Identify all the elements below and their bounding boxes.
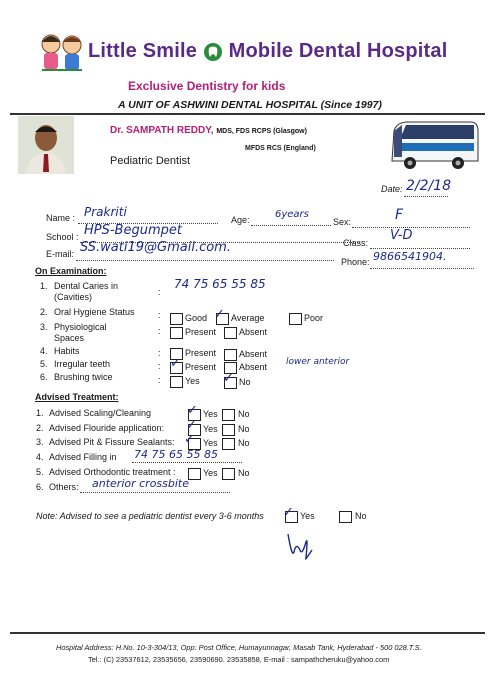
filling-line bbox=[132, 462, 242, 463]
advised-label-2: Advised Flouride application: bbox=[49, 423, 165, 433]
ortho-no-checkbox[interactable] bbox=[222, 468, 235, 480]
school-value[interactable]: HPS-Begumpet bbox=[84, 223, 182, 238]
age-line bbox=[251, 225, 331, 226]
name-value[interactable]: Prakriti bbox=[84, 205, 127, 219]
unit-line: A UNIT OF ASHWINI DENTAL HOSPITAL (Since 1997) bbox=[118, 99, 382, 111]
flouride-no-checkbox[interactable] bbox=[222, 424, 235, 436]
exam-colon-5: : bbox=[158, 361, 161, 371]
phone-line bbox=[370, 268, 474, 269]
exam-label-3b: Spaces bbox=[54, 333, 85, 343]
exam-label-1a: Dental Caries in bbox=[54, 281, 119, 291]
exam-num-4: 4. bbox=[40, 346, 48, 356]
sealants-yes-label: Yes bbox=[203, 438, 218, 448]
hygiene-average-label: Average bbox=[231, 313, 265, 323]
exam-label-6: Brushing twice bbox=[54, 372, 113, 382]
hygiene-average-tick-icon: ✓ bbox=[214, 306, 225, 321]
note-text: Note: Advised to see a pediatric dentist every 3-6 months bbox=[36, 511, 264, 521]
ortho-yes-checkbox[interactable] bbox=[188, 468, 201, 480]
sex-value[interactable]: F bbox=[395, 207, 404, 223]
exam-label-1b: (Cavities) bbox=[54, 292, 93, 302]
class-value[interactable]: V-D bbox=[390, 228, 413, 243]
habits-absent-label: Absent bbox=[239, 349, 268, 359]
age-value[interactable]: 6years bbox=[275, 209, 309, 220]
note-yes-tick-icon: ✓ bbox=[283, 504, 294, 519]
phone-label: Phone: bbox=[341, 257, 370, 267]
note-no-label: No bbox=[355, 511, 367, 521]
footer-rule bbox=[10, 632, 485, 634]
habits-absent-checkbox[interactable] bbox=[224, 349, 237, 361]
advised-label-5: Advised Orthodontic treatment : bbox=[49, 467, 176, 477]
exam-label-5: Irregular teeth bbox=[54, 359, 111, 369]
kids-logo bbox=[34, 30, 90, 78]
doctor-name bbox=[110, 125, 307, 136]
hospital-title bbox=[88, 40, 488, 63]
spaces-present-label: Present bbox=[185, 327, 217, 337]
scaling-no-label: No bbox=[238, 409, 250, 419]
scaling-yes-tick-icon: ✓ bbox=[187, 402, 198, 417]
note-yes-label: Yes bbox=[300, 511, 315, 521]
filling-value[interactable]: 74 75 65 55 85 bbox=[134, 448, 218, 461]
advised-num-1: 1. bbox=[36, 408, 44, 418]
brushing-no-tick-icon: ✓ bbox=[223, 370, 234, 385]
footer-address: Hospital Address: H.No. 10-3-304/13, Opp: Post Office, Humayunnagar, Masab Tank, Hyderabad - 500 028.T.S. bbox=[56, 643, 422, 652]
doctor-prefix: Dr. SAMPATH REDDY, bbox=[110, 125, 214, 136]
others-line bbox=[80, 492, 230, 493]
ortho-no-label: No bbox=[238, 468, 250, 478]
age-label: Age: bbox=[231, 215, 250, 225]
class-label: Class: bbox=[343, 238, 369, 248]
exam-colon-4: : bbox=[158, 348, 161, 358]
spaces-present-checkbox[interactable] bbox=[170, 327, 183, 339]
brushing-no-label: No bbox=[239, 377, 251, 387]
flouride-yes-label: Yes bbox=[203, 424, 218, 434]
caries-value[interactable]: 74 75 65 55 85 bbox=[174, 277, 266, 291]
exam-label-3a: Physiological bbox=[54, 322, 107, 332]
brushing-yes-checkbox[interactable] bbox=[170, 376, 183, 388]
sealants-no-label: No bbox=[238, 438, 250, 448]
flouride-yes-tick-icon: ✓ bbox=[186, 417, 197, 432]
irregular-note[interactable]: lower anterior bbox=[286, 357, 350, 367]
hygiene-poor-label: Poor bbox=[304, 313, 324, 323]
hygiene-poor-checkbox[interactable] bbox=[289, 313, 302, 325]
exam-label-2: Oral Hygiene Status bbox=[54, 307, 135, 317]
sealants-yes-tick-icon: ✓ bbox=[184, 431, 195, 446]
doctor-signature bbox=[282, 528, 328, 562]
brushing-yes-label: Yes bbox=[185, 376, 200, 386]
advised-num-5: 5. bbox=[36, 467, 44, 477]
hygiene-good-label: Good bbox=[185, 313, 208, 323]
advised-heading: Advised Treatment: bbox=[35, 392, 119, 402]
others-value[interactable]: anterior crossbite bbox=[92, 477, 190, 490]
exam-colon-1: : bbox=[158, 287, 161, 297]
exam-colon-3: : bbox=[158, 326, 161, 336]
irregular-present-tick-icon: ✓ bbox=[170, 355, 181, 370]
note-no-checkbox[interactable] bbox=[339, 511, 352, 523]
bus-image bbox=[386, 117, 482, 175]
irregular-present-label: Present bbox=[185, 362, 217, 372]
header-rule bbox=[10, 113, 485, 115]
exam-num-5: 5. bbox=[40, 359, 48, 369]
advised-num-4: 4. bbox=[36, 452, 44, 462]
title-part-1: Little Smile bbox=[88, 40, 198, 62]
doctor-quals-2: MFDS RCS (England) bbox=[245, 145, 316, 152]
doctor-photo bbox=[18, 116, 74, 174]
doctor-quals-1: MDS, FDS RCPS (Glasgow) bbox=[216, 128, 307, 135]
advised-num-6: 6. bbox=[36, 482, 44, 492]
advised-label-3: Advised Pit & Fissure Sealants: bbox=[49, 437, 175, 447]
scaling-yes-label: Yes bbox=[203, 409, 218, 419]
habits-present-label: Present bbox=[185, 348, 217, 358]
tagline: Exclusive Dentistry for kids bbox=[128, 79, 286, 93]
hygiene-good-checkbox[interactable] bbox=[170, 313, 183, 325]
exam-colon-6: : bbox=[158, 375, 161, 385]
sex-label: Sex: bbox=[333, 217, 352, 227]
scaling-no-checkbox[interactable] bbox=[222, 409, 235, 421]
title-part-2: Mobile Dental Hospital bbox=[228, 40, 448, 62]
irregular-absent-label: Absent bbox=[239, 362, 268, 372]
flouride-no-label: No bbox=[238, 424, 250, 434]
advised-num-3: 3. bbox=[36, 437, 44, 447]
exam-colon-2: : bbox=[158, 310, 161, 320]
email-label: E-mail: bbox=[46, 249, 75, 259]
specialty: Pediatric Dentist bbox=[110, 155, 191, 167]
spaces-absent-checkbox[interactable] bbox=[224, 327, 237, 339]
email-value[interactable]: SS.wati19@Gmail.com. bbox=[80, 240, 231, 255]
ortho-yes-label: Yes bbox=[203, 468, 218, 478]
footer-contact: Tel.: (C) 23537612, 23535656, 23590690. 23535858, E-mail : sampathcheruku@yahoo.com bbox=[88, 655, 390, 664]
advised-num-2: 2. bbox=[36, 423, 44, 433]
exam-num-1: 1. bbox=[40, 281, 48, 291]
phone-value[interactable]: 9866541904. bbox=[373, 250, 447, 263]
advised-label-4: Advised Filling in bbox=[49, 452, 117, 462]
school-label: School : bbox=[46, 232, 79, 242]
exam-num-2: 2. bbox=[40, 307, 48, 317]
spaces-absent-label: Absent bbox=[239, 327, 268, 337]
examination-heading: On Examination: bbox=[35, 266, 107, 276]
exam-num-3: 3. bbox=[40, 322, 48, 332]
date-value[interactable]: 2/2/18 bbox=[406, 178, 452, 194]
name-label: Name : bbox=[46, 213, 76, 223]
tooth-logo-icon bbox=[203, 42, 223, 62]
advised-label-1: Advised Scaling/Cleaning bbox=[49, 408, 152, 418]
sealants-no-checkbox[interactable] bbox=[222, 438, 235, 450]
date-label: Date: bbox=[381, 184, 403, 194]
class-line bbox=[370, 248, 470, 249]
date-line bbox=[404, 196, 448, 197]
exam-label-4: Habits bbox=[54, 346, 80, 356]
exam-num-6: 6. bbox=[40, 372, 48, 382]
advised-label-6: Others: bbox=[49, 482, 79, 492]
email-line bbox=[76, 260, 334, 261]
